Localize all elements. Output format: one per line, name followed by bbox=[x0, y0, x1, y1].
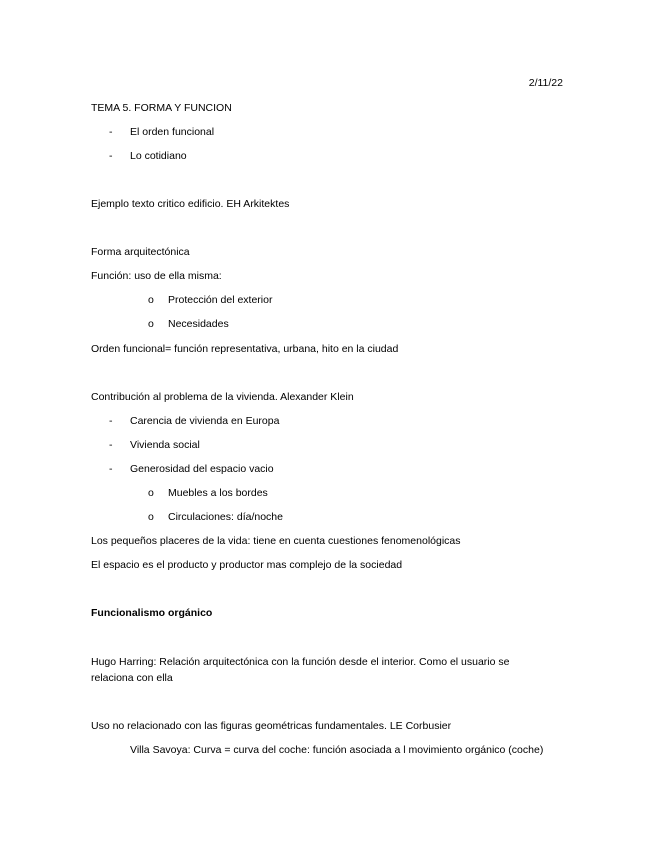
subbullet-necesidades: Necesidades bbox=[168, 318, 229, 330]
bullet-marker: - bbox=[109, 439, 113, 451]
hugo-line-2: relaciona con ella bbox=[91, 672, 173, 684]
subbullet-proteccion: Protección del exterior bbox=[168, 294, 273, 306]
date: 2/11/22 bbox=[528, 77, 563, 89]
subbullet-marker: o bbox=[148, 294, 154, 306]
bullet-vivienda-social: Vivienda social bbox=[130, 439, 200, 451]
placeres-line: Los pequeños placeres de la vida: tiene en cuenta cuestiones fenomenológicas bbox=[91, 535, 461, 547]
espacio-line: El espacio es el producto y productor mas complejo de la sociedad bbox=[91, 559, 403, 571]
bullet-generosidad: Generosidad del espacio vacio bbox=[130, 463, 274, 475]
title: TEMA 5. FORMA Y FUNCION bbox=[91, 102, 232, 114]
funcion-line: Función: uso de ella misma: bbox=[91, 270, 222, 282]
bullet-orden-funcional: El orden funcional bbox=[130, 126, 215, 138]
forma-line: Forma arquitectónica bbox=[91, 246, 190, 258]
bullet-carencia: Carencia de vivienda en Europa bbox=[130, 415, 280, 427]
bullet-marker: - bbox=[109, 126, 113, 138]
subbullet-muebles: Muebles a los bordes bbox=[168, 487, 268, 499]
orden-funcional-line: Orden funcional= función representativa, urbana, hito en la ciudad bbox=[91, 343, 399, 355]
villa-line: Villa Savoya: Curva = curva del coche: función asociada a l movimiento orgánico (coche) bbox=[130, 744, 544, 756]
funcionalismo-heading: Funcionalismo orgánico bbox=[91, 607, 213, 619]
bullet-lo-cotidiano: Lo cotidiano bbox=[130, 150, 187, 162]
bullet-marker: - bbox=[109, 150, 113, 162]
subbullet-marker: o bbox=[148, 318, 154, 330]
uso-line: Uso no relacionado con las figuras geométricas fundamentales. LE Corbusier bbox=[91, 720, 452, 732]
hugo-line-1: Hugo Harring: Relación arquitectónica con la función desde el interior. Como el usuario se bbox=[91, 656, 510, 668]
example-line: Ejemplo texto critico edificio. EH Arkitektes bbox=[91, 198, 290, 210]
bullet-marker: - bbox=[109, 415, 113, 427]
subbullet-marker: o bbox=[148, 511, 154, 523]
subbullet-marker: o bbox=[148, 487, 154, 499]
bullet-marker: - bbox=[109, 463, 113, 475]
subbullet-circulaciones: Circulaciones: día/noche bbox=[168, 511, 283, 523]
contribucion-line: Contribución al problema de la vivienda. Alexander Klein bbox=[91, 391, 354, 403]
